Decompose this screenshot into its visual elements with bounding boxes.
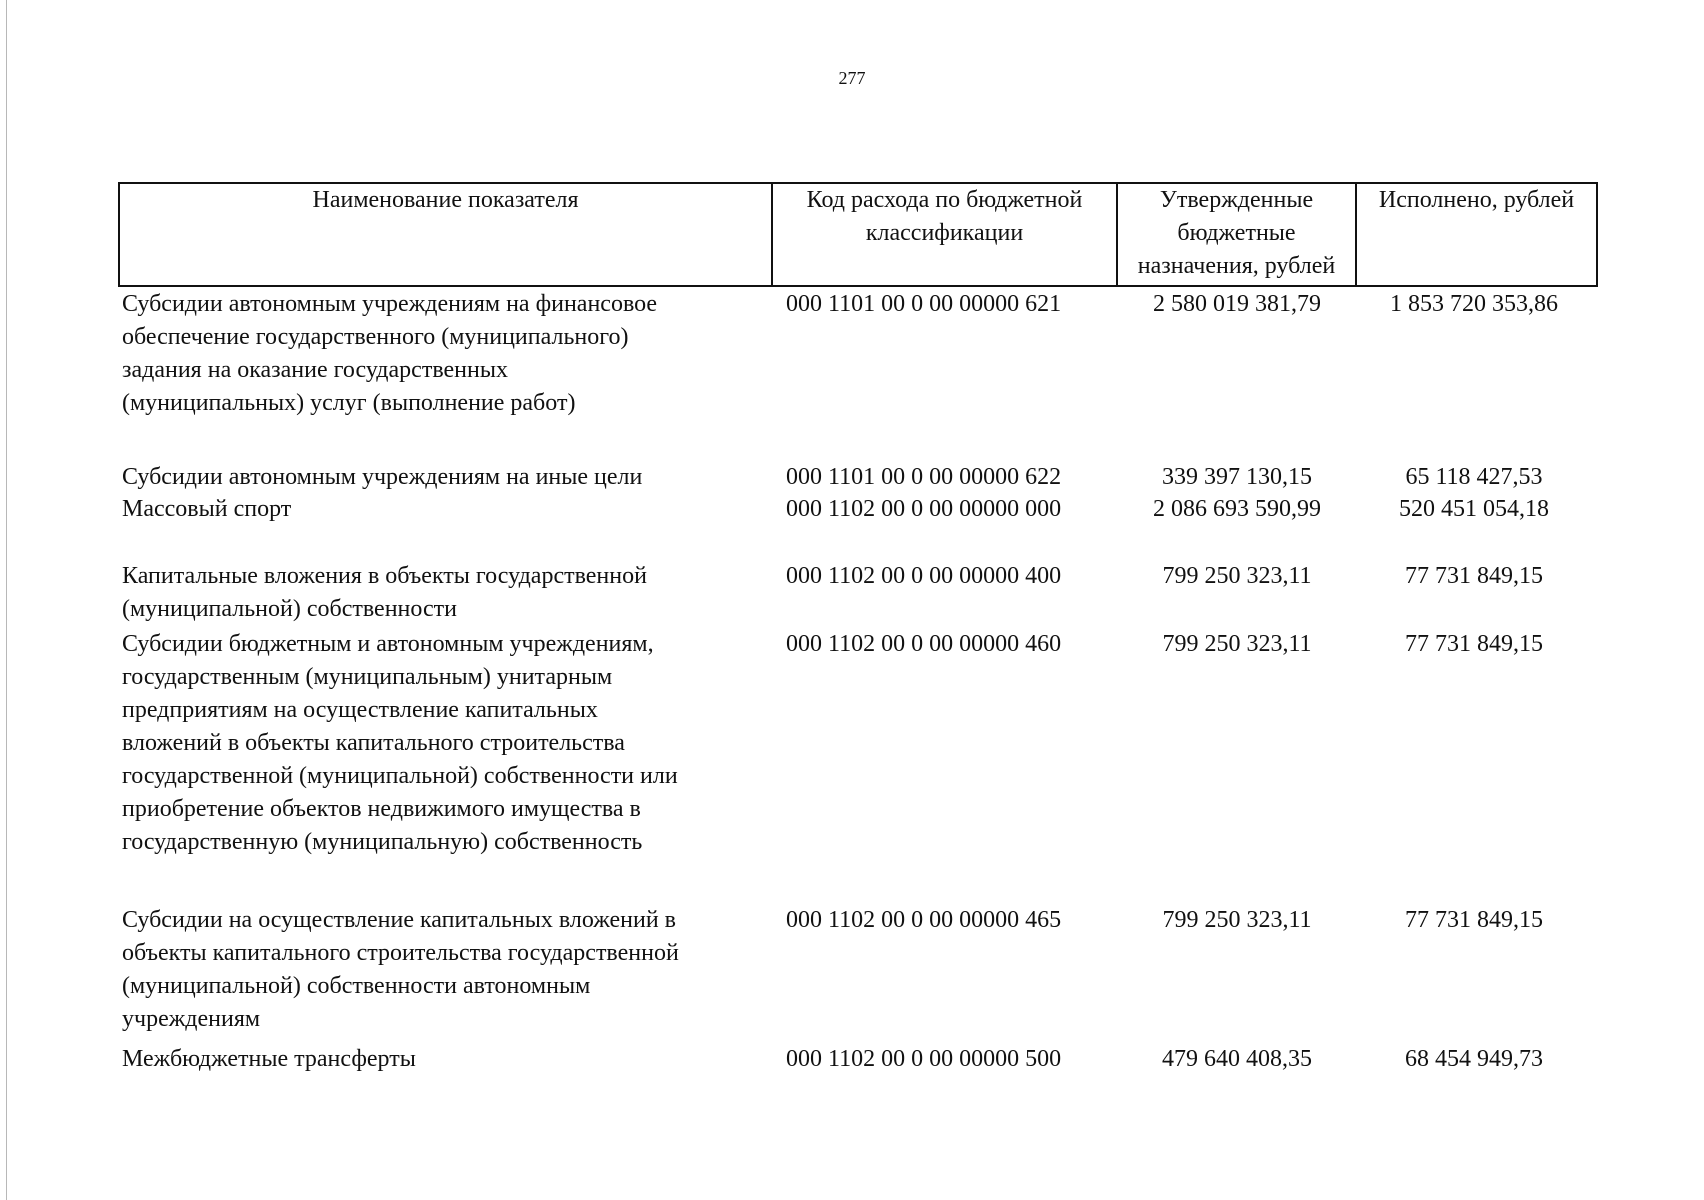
row-code: 000 1102 00 0 00 00000 000 <box>786 496 1062 522</box>
row-approved: 2 580 019 381,79 <box>1153 291 1321 317</box>
row-executed: 520 451 054,18 <box>1399 496 1549 522</box>
row-executed: 77 731 849,15 <box>1405 907 1543 933</box>
row-code: 000 1102 00 0 00 00000 400 <box>786 563 1062 589</box>
row-name: Субсидии на осуществление капитальных вложений в объекты капитального строительства государственной (муниципальной) собственности автономным учреждениям <box>122 907 679 1032</box>
row-executed: 77 731 849,15 <box>1405 631 1543 657</box>
row-approved: 339 397 130,15 <box>1162 464 1312 490</box>
header-approved: Утвержденные бюджетные назначения, рублей <box>1118 184 1357 285</box>
row-code: 000 1101 00 0 00 00000 622 <box>786 464 1062 490</box>
row-code: 000 1102 00 0 00 00000 500 <box>786 1046 1062 1072</box>
header-indicator-name: Наименование показателя <box>120 184 773 285</box>
row-name: Капитальные вложения в объекты государственной (муниципальной) собственности <box>122 563 647 622</box>
row-code: 000 1102 00 0 00 00000 465 <box>786 907 1062 933</box>
row-code: 000 1102 00 0 00 00000 460 <box>786 631 1062 657</box>
row-approved: 799 250 323,11 <box>1162 631 1312 657</box>
row-code: 000 1101 00 0 00 00000 621 <box>786 291 1062 317</box>
row-executed: 77 731 849,15 <box>1405 563 1543 589</box>
row-approved: 799 250 323,11 <box>1162 563 1312 589</box>
row-approved: 2 086 693 590,99 <box>1153 496 1321 522</box>
row-name: Массовый спорт <box>122 496 292 522</box>
row-approved: 479 640 408,35 <box>1162 1046 1312 1072</box>
page-edge-line <box>6 0 7 1200</box>
row-name: Межбюджетные трансферты <box>122 1046 416 1072</box>
row-executed: 68 454 949,73 <box>1405 1046 1543 1072</box>
page-number: 277 <box>838 68 866 88</box>
header-executed: Исполнено, рублей <box>1378 187 1575 213</box>
row-name: Субсидии автономным учреждениям на иные цели <box>122 464 643 490</box>
row-executed: 1 853 720 353,86 <box>1390 291 1558 317</box>
row-executed: 65 118 427,53 <box>1405 464 1543 490</box>
header-expense-code: Код расхода по бюджетной классификации <box>773 184 1118 285</box>
row-name: Субсидии автономным учреждениям на финансовое обеспечение государственного (муниципального) задания на оказание государственных (муниципальных) услуг (выполнение работ) <box>122 291 658 416</box>
row-approved: 799 250 323,11 <box>1162 907 1312 933</box>
row-name: Субсидии бюджетным и автономным учреждениям, государственным (муниципальным) унитарным предприятиям на осуществление капитальных вложений в объекты капитального строительства государственной (муниципальной) собственности или приобретение объектов недвижимого имущества в государственную (муниципальную) собственность <box>122 631 678 855</box>
table-header <box>118 182 1598 287</box>
